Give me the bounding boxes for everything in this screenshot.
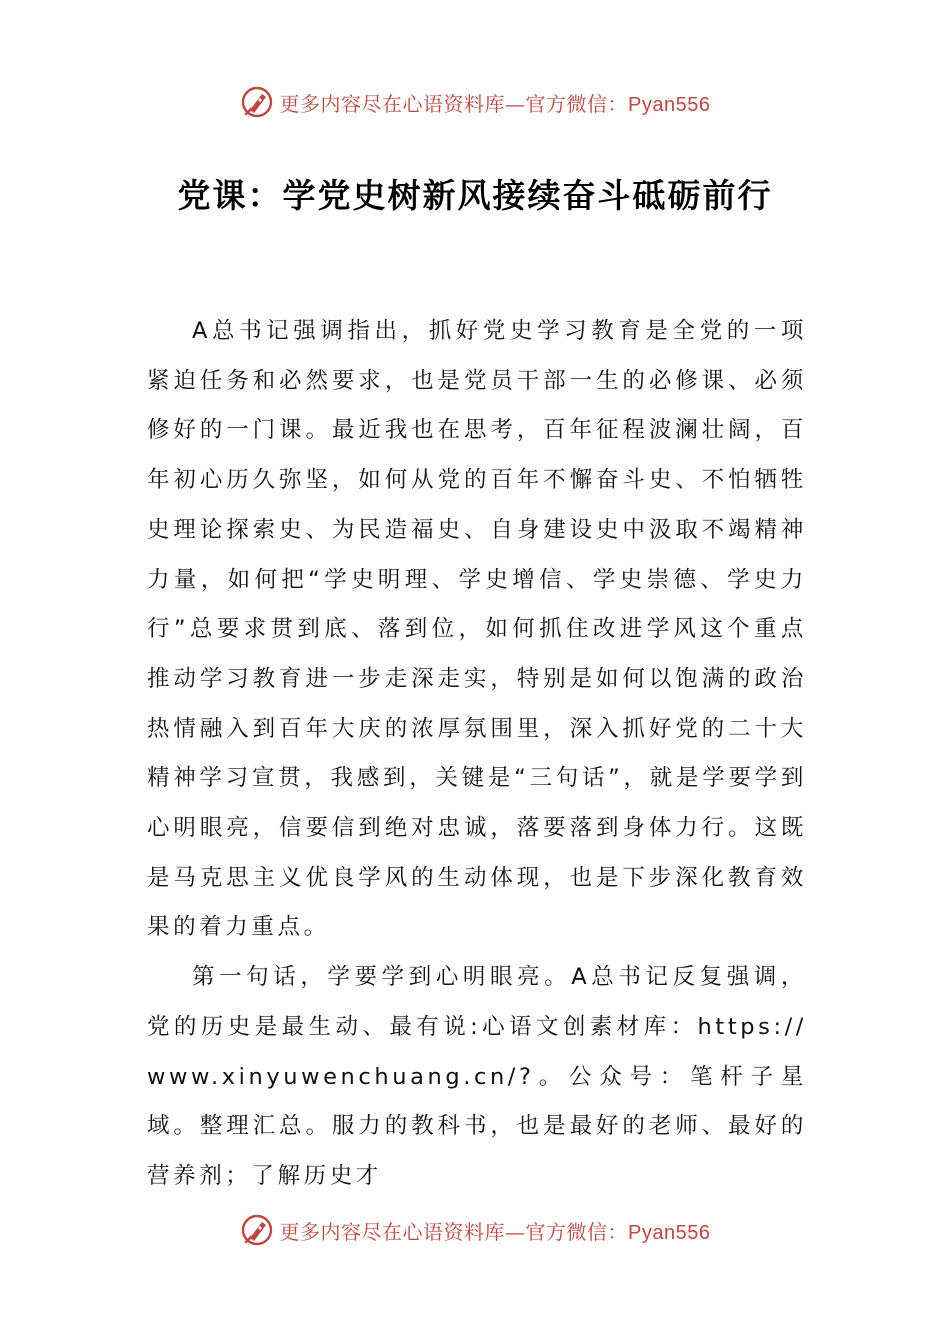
header-banner [0,82,950,122]
header-banner-label: 更多内容尽在心语资料库—官方微信： [279,91,629,116]
document-body [147,307,807,1202]
pen-nib-circle-logo-icon [240,85,274,119]
pen-nib-circle-logo-icon [240,1213,274,1247]
body-paragraph-2: 第一句话，学要学到心明眼亮。A总书记反复强调，党的历史是最生动、最有说:心语文创素材库：https://www.xinyuwenchuang.cn/?。公众号：笔杆子星域。整理汇总。服力的教科书，也是最好的老师、最好的营养剂；了解历史才 [147,964,807,1189]
footer-banner-text [280,1216,711,1245]
header-banner-handle: Pyan556 [628,93,711,116]
footer-banner-handle: Pyan556 [628,1221,711,1244]
document-title: 党课：学党史树新风接续奋斗砥砺前行 [177,176,773,215]
body-paragraph-1: A总书记强调指出，抓好党史学习教育是全党的一项紧迫任务和必然要求，也是党员干部一生的必修课、必须修好的一门课。最近我也在思考，百年征程波澜壮阔，百年初心历久弥坚，如何从党的百年不懈奋斗史、不怕牺牲史理论探索史、为民造福史、自身建设史中汲取不竭精神力量，如何把“学史明理、学史增信、学史崇德、学史力行”总要求贯到底、落到位，如何抓住改进学风这个重点推动学习教育进一步走深走实，特别是如何以饱满的政治热情融入到百年大庆的浓厚氛围里，深入抓好党的二十大精神学习宣贯，我感到，关键是“三句话”，就是学要学到心明眼亮，信要信到绝对忠诚，落要落到身体力行。这既是马克思主义优良学风的生动体现，也是下步深化教育效果的着力重点。 [147,318,807,941]
header-banner-text [280,88,711,117]
footer-banner [0,1210,950,1250]
footer-banner-label: 更多内容尽在心语资料库—官方微信： [279,1219,629,1244]
